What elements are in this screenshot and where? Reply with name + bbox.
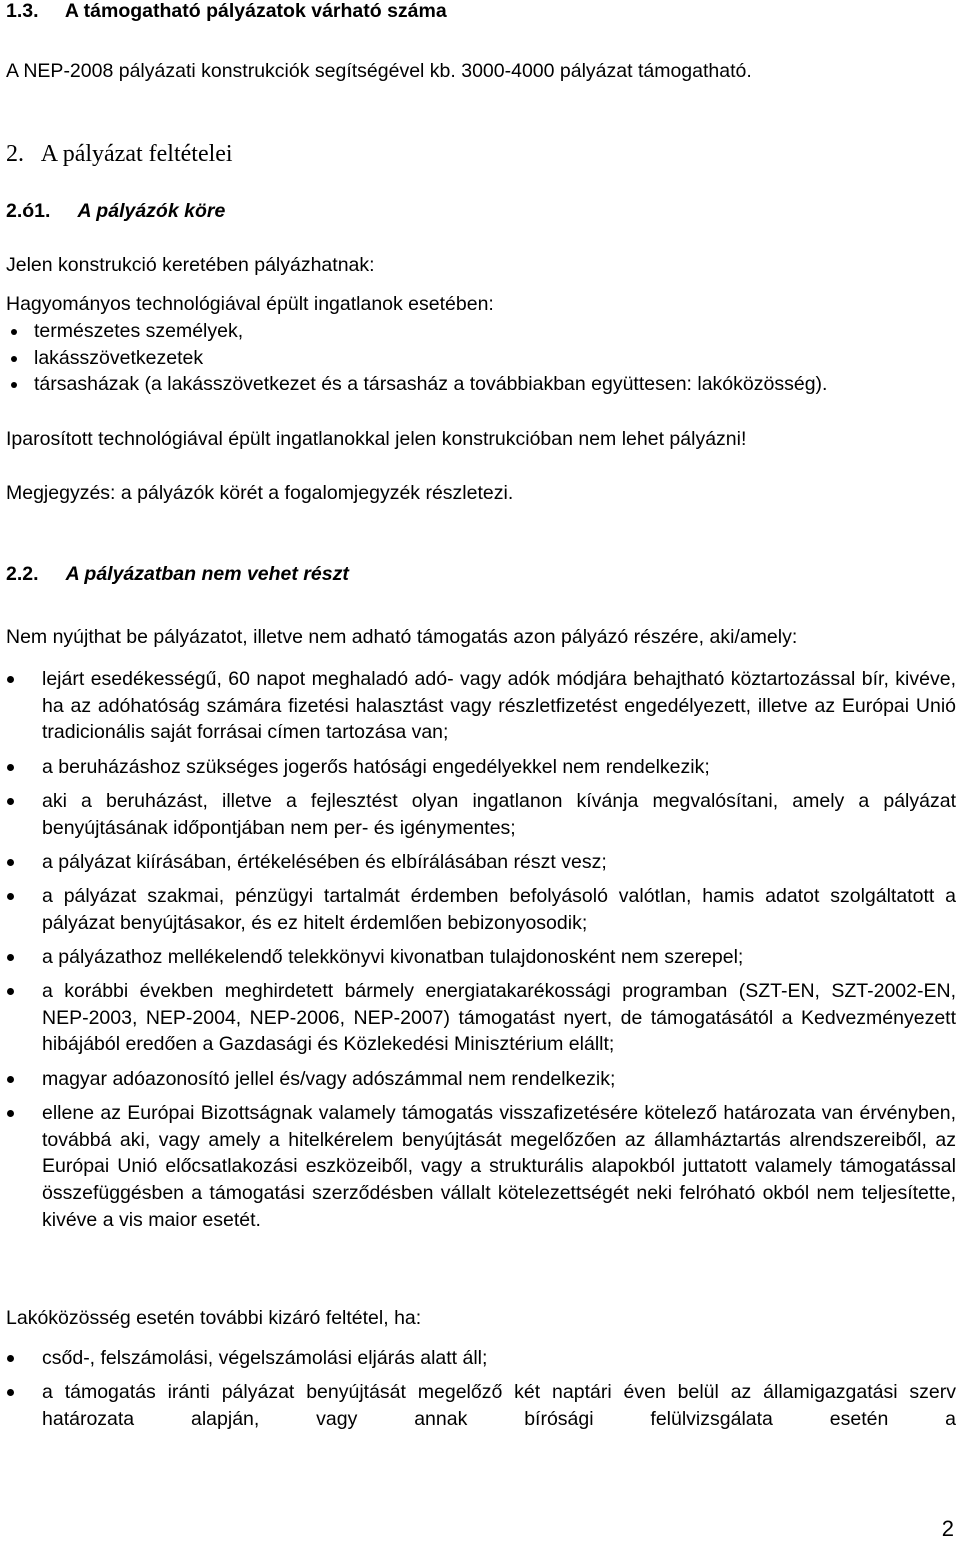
list-item: csőd-, felszámolási, végelszámolási eljárás alatt áll; xyxy=(0,1345,956,1372)
bullet-icon xyxy=(7,764,14,771)
bullet-icon xyxy=(7,1076,14,1083)
bullet-icon xyxy=(7,1355,14,1362)
bullet-icon xyxy=(11,356,17,362)
list-item: természetes személyek, xyxy=(0,318,243,345)
section-1-3-title: A támogatható pályázatok várható száma xyxy=(64,0,447,22)
list-item: a pályázat kiírásában, értékelésében és elbírálásában részt vesz; xyxy=(0,849,956,876)
bullet-icon xyxy=(7,988,14,995)
bullet-icon xyxy=(7,1110,14,1117)
bullet-icon xyxy=(11,329,17,335)
section-2-2-number: 2.2. xyxy=(6,563,39,585)
section-2-1-warning: Iparosított technológiával épült ingatlanokkal jelen konstrukcióban nem lehet pályázni! xyxy=(6,428,747,450)
section-2-2-intro: Nem nyújthat be pályázatot, illetve nem adható támogatás azon pályázó részére, aki/amely: xyxy=(6,626,798,648)
bullet-icon xyxy=(7,954,14,961)
bullet-icon xyxy=(11,382,17,388)
applicant-list xyxy=(0,318,243,371)
list-item: ellene az Európai Bizottságnak valamely támogatás visszafizetésére kötelező határozata van érvényben, továbbá aki, vagy amely a hitelkérelem benyújtását megelőzően az államháztartás alrendszereiből, az Európai Unió előcsatlakozási eszközeiből, vagy a strukturális alapokból juttatott valamely támogatással összefüggésben a támogatási szerződésben vállalt kötelezettségét neki felróható okból nem teljesítette, kivéve a vis maior esetét. xyxy=(0,1100,956,1234)
section-1-3-text: A NEP-2008 pályázati konstrukciók segítségével kb. 3000-4000 pályázat támogatható. xyxy=(6,60,752,82)
section-1-3-number: 1.3. xyxy=(6,0,39,22)
section-2-1-intro: Jelen konstrukció keretében pályázhatnak: xyxy=(6,254,375,276)
section-2-heading xyxy=(6,140,233,168)
section-2-title: A pályázat feltételei xyxy=(40,141,233,167)
bullet-icon xyxy=(7,676,14,683)
list-item: a pályázathoz mellékelendő telekkönyvi kivonatban tulajdonosként nem szerepel; xyxy=(0,944,956,971)
section-2-1-note: Megjegyzés: a pályázók körét a fogalomjegyzék részletezi. xyxy=(6,482,514,504)
bullet-icon xyxy=(7,1389,14,1396)
extra-exclusion-list xyxy=(0,1345,956,1440)
section-2-1-title: A pályázók köre xyxy=(77,200,226,222)
page-number: 2 xyxy=(941,1516,954,1541)
list-item: a beruházáshoz szükséges jogerős hatósági engedélyekkel nem rendelkezik; xyxy=(0,754,956,781)
list-item: lejárt esedékességű, 60 napot meghaladó adó- vagy adók módjára behajtható köztartozással bír, kivéve, ha az adóhatóság számára fizetési halasztást vagy részletfizetést engedélyezett, illetve az Európai Unió tradicionális saját forrásai címen tartozása van; xyxy=(0,666,956,746)
section-1-3-heading xyxy=(6,0,447,22)
section-2-2-title: A pályázatban nem vehet részt xyxy=(65,563,349,585)
list-item: a pályázat szakmai, pénzügyi tartalmát érdemben befolyásoló valótlan, hamis adatot szolgáltatott a pályázat benyújtásakor, és ez hitelt érdemlően bebizonyosodik; xyxy=(0,883,956,936)
section-2-2-extra-intro: Lakóközösség esetén további kizáró feltétel, ha: xyxy=(6,1307,422,1329)
list-item: aki a beruházást, illetve a fejlesztést olyan ingatlanon kívánja megvalósítani, amely a pályázat benyújtásának időpontjában nem per- és igénymentes; xyxy=(0,788,956,841)
list-item: magyar adóazonosító jellel és/vagy adószámmal nem rendelkezik; xyxy=(0,1066,956,1093)
bullet-icon xyxy=(7,893,14,900)
bullet-icon xyxy=(7,859,14,866)
bullet-icon xyxy=(7,798,14,805)
section-2-1-number: 2.ó1. xyxy=(6,200,51,222)
list-item: a korábbi években meghirdetett bármely energiatakarékossági programban (SZT-EN, SZT-2002-EN, NEP-2003, NEP-2004, NEP-2006, NEP-2007) támogatást nyert, de támogatásától a Kedvezményezett hibájából eredően a Gazdasági és Közlekedési Minisztérium elállt; xyxy=(0,978,956,1058)
section-2-1-sub-intro: Hagyományos technológiával épült ingatlanok esetében: xyxy=(6,293,494,315)
section-2-1-heading xyxy=(6,200,225,222)
exclusion-list xyxy=(0,666,956,1241)
list-item: társasházak (a lakásszövetkezet és a társasház a továbbiakban együttesen: lakóközösség). xyxy=(0,371,956,398)
list-item: a támogatás iránti pályázat benyújtását megelőző két naptári éven belül az államigazgatási szerv határozata alapján, vagy annak bírósági felülvizsgálata esetén a xyxy=(0,1379,956,1432)
section-2-2-heading xyxy=(6,563,349,585)
section-2-number: 2. xyxy=(6,141,24,167)
list-item: lakásszövetkezetek xyxy=(0,345,243,372)
